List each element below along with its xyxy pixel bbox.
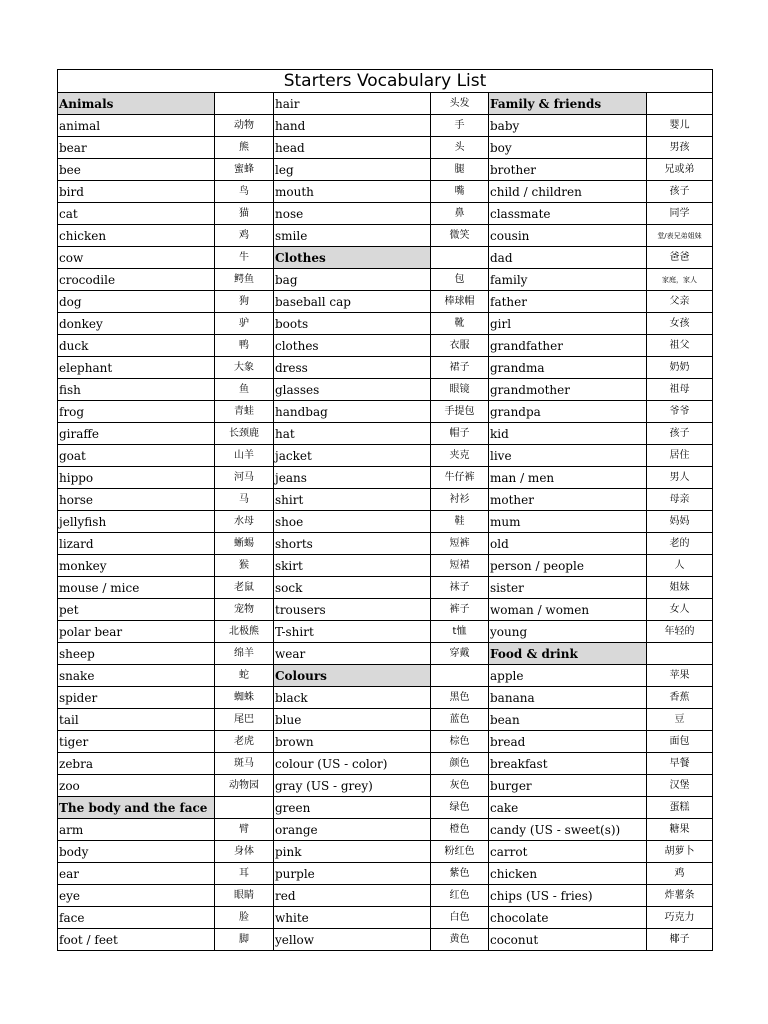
word-cell: kid: [489, 423, 647, 445]
word-cell: mouth: [274, 181, 431, 203]
word-cell: boots: [274, 313, 431, 335]
translation-cell: [431, 247, 489, 269]
word-cell: skirt: [274, 555, 431, 577]
translation-cell: 家庭，家人: [647, 269, 713, 291]
translation-cell: 微笑: [431, 225, 489, 247]
translation-cell: 孩子: [647, 423, 713, 445]
translation-cell: 男孩: [647, 137, 713, 159]
translation-cell: 嘴: [431, 181, 489, 203]
word-cell: apple: [489, 665, 647, 687]
translation-cell: 动物园: [215, 775, 274, 797]
translation-cell: 袜子: [431, 577, 489, 599]
word-cell: burger: [489, 775, 647, 797]
word-cell: pink: [274, 841, 431, 863]
translation-cell: 短裙: [431, 555, 489, 577]
translation-cell: [431, 665, 489, 687]
word-cell: boy: [489, 137, 647, 159]
translation-cell: 婴儿: [647, 115, 713, 137]
table-row: [58, 621, 713, 643]
translation-cell: 宠物: [215, 599, 274, 621]
table-row: [58, 863, 713, 885]
word-cell: bread: [489, 731, 647, 753]
word-cell: T-shirt: [274, 621, 431, 643]
word-cell: eye: [58, 885, 215, 907]
translation-cell: 猫: [215, 203, 274, 225]
translation-cell: 蜜蜂: [215, 159, 274, 181]
translation-cell: 人: [647, 555, 713, 577]
translation-cell: 头发: [431, 93, 489, 115]
translation-cell: 裙子: [431, 357, 489, 379]
word-cell: donkey: [58, 313, 215, 335]
translation-cell: 堂/表兄弟姐妹: [647, 225, 713, 247]
translation-cell: 裤子: [431, 599, 489, 621]
vocabulary-rows: [58, 93, 713, 951]
translation-cell: 夹克: [431, 445, 489, 467]
word-cell: bean: [489, 709, 647, 731]
table-row: [58, 159, 713, 181]
translation-cell: 祖母: [647, 379, 713, 401]
table-row: [58, 313, 713, 335]
word-cell: green: [274, 797, 431, 819]
word-cell: zoo: [58, 775, 215, 797]
word-cell: bag: [274, 269, 431, 291]
word-cell: purple: [274, 863, 431, 885]
word-cell: goat: [58, 445, 215, 467]
translation-cell: 父亲: [647, 291, 713, 313]
word-cell: bear: [58, 137, 215, 159]
translation-cell: 豆: [647, 709, 713, 731]
table-row: [58, 907, 713, 929]
word-cell: sheep: [58, 643, 215, 665]
word-cell: elephant: [58, 357, 215, 379]
translation-cell: 居住: [647, 445, 713, 467]
vocabulary-table: [57, 69, 713, 951]
translation-cell: 腿: [431, 159, 489, 181]
word-cell: man / men: [489, 467, 647, 489]
word-cell: live: [489, 445, 647, 467]
word-cell: grandfather: [489, 335, 647, 357]
translation-cell: 爸爸: [647, 247, 713, 269]
table-row: [58, 357, 713, 379]
translation-cell: 臂: [215, 819, 274, 841]
word-cell: face: [58, 907, 215, 929]
translation-cell: [647, 643, 713, 665]
translation-cell: 猴: [215, 555, 274, 577]
translation-cell: 紫色: [431, 863, 489, 885]
word-cell: red: [274, 885, 431, 907]
word-cell: carrot: [489, 841, 647, 863]
translation-cell: 绿色: [431, 797, 489, 819]
word-cell: polar bear: [58, 621, 215, 643]
word-cell: old: [489, 533, 647, 555]
translation-cell: 鼻: [431, 203, 489, 225]
word-cell: cat: [58, 203, 215, 225]
translation-cell: 包: [431, 269, 489, 291]
table-row: [58, 819, 713, 841]
word-cell: baseball cap: [274, 291, 431, 313]
word-cell: wear: [274, 643, 431, 665]
translation-cell: 眼睛: [215, 885, 274, 907]
translation-cell: 棕色: [431, 731, 489, 753]
word-cell: duck: [58, 335, 215, 357]
table-row: [58, 687, 713, 709]
translation-cell: 祖父: [647, 335, 713, 357]
word-cell: family: [489, 269, 647, 291]
translation-cell: 动物: [215, 115, 274, 137]
word-cell: animal: [58, 115, 215, 137]
word-cell: hair: [274, 93, 431, 115]
word-cell: crocodile: [58, 269, 215, 291]
word-cell: jeans: [274, 467, 431, 489]
word-cell: hand: [274, 115, 431, 137]
word-cell: grandpa: [489, 401, 647, 423]
word-cell: head: [274, 137, 431, 159]
translation-cell: 黑色: [431, 687, 489, 709]
translation-cell: 帽子: [431, 423, 489, 445]
translation-cell: 汉堡: [647, 775, 713, 797]
table-row: [58, 269, 713, 291]
translation-cell: 身体: [215, 841, 274, 863]
word-cell: woman / women: [489, 599, 647, 621]
table-row: [58, 489, 713, 511]
word-cell: shoe: [274, 511, 431, 533]
word-cell: fish: [58, 379, 215, 401]
translation-cell: 手: [431, 115, 489, 137]
translation-cell: 水母: [215, 511, 274, 533]
title-row: [58, 70, 713, 93]
word-cell: snake: [58, 665, 215, 687]
word-cell: mother: [489, 489, 647, 511]
translation-cell: 脸: [215, 907, 274, 929]
word-cell: father: [489, 291, 647, 313]
translation-cell: 红色: [431, 885, 489, 907]
translation-cell: [215, 797, 274, 819]
translation-cell: 北极熊: [215, 621, 274, 643]
table-row: [58, 797, 713, 819]
table-row: [58, 885, 713, 907]
translation-cell: 鱼: [215, 379, 274, 401]
page-title: Starters Vocabulary List: [58, 70, 713, 93]
translation-cell: 耳: [215, 863, 274, 885]
translation-cell: 狗: [215, 291, 274, 313]
word-cell: hat: [274, 423, 431, 445]
translation-cell: 短裤: [431, 533, 489, 555]
table-row: [58, 423, 713, 445]
table-row: [58, 665, 713, 687]
table-row: [58, 335, 713, 357]
word-cell: monkey: [58, 555, 215, 577]
translation-cell: 女孩: [647, 313, 713, 335]
word-cell: jacket: [274, 445, 431, 467]
word-cell: breakfast: [489, 753, 647, 775]
translation-cell: 糖果: [647, 819, 713, 841]
translation-cell: 头: [431, 137, 489, 159]
word-cell: cow: [58, 247, 215, 269]
translation-cell: 鳄鱼: [215, 269, 274, 291]
word-cell: tail: [58, 709, 215, 731]
translation-cell: 黄色: [431, 929, 489, 951]
table-row: [58, 115, 713, 137]
table-row: [58, 599, 713, 621]
word-cell: sock: [274, 577, 431, 599]
translation-cell: 长颈鹿: [215, 423, 274, 445]
translation-cell: 女人: [647, 599, 713, 621]
translation-cell: 橙色: [431, 819, 489, 841]
table-row: [58, 709, 713, 731]
translation-cell: 牛仔裤: [431, 467, 489, 489]
section-heading: Clothes: [274, 247, 431, 269]
word-cell: mouse / mice: [58, 577, 215, 599]
word-cell: shorts: [274, 533, 431, 555]
word-cell: frog: [58, 401, 215, 423]
table-row: [58, 291, 713, 313]
translation-cell: [215, 93, 274, 115]
word-cell: colour (US - color): [274, 753, 431, 775]
word-cell: horse: [58, 489, 215, 511]
word-cell: person / people: [489, 555, 647, 577]
table-row: [58, 533, 713, 555]
translation-cell: 蜥蜴: [215, 533, 274, 555]
word-cell: grandma: [489, 357, 647, 379]
translation-cell: 香蕉: [647, 687, 713, 709]
translation-cell: 妈妈: [647, 511, 713, 533]
translation-cell: 脚: [215, 929, 274, 951]
table-row: [58, 401, 713, 423]
translation-cell: 鸭: [215, 335, 274, 357]
translation-cell: 手提包: [431, 401, 489, 423]
word-cell: young: [489, 621, 647, 643]
translation-cell: 斑马: [215, 753, 274, 775]
translation-cell: 胡萝卜: [647, 841, 713, 863]
translation-cell: 鸡: [647, 863, 713, 885]
word-cell: dad: [489, 247, 647, 269]
translation-cell: 奶奶: [647, 357, 713, 379]
word-cell: dog: [58, 291, 215, 313]
translation-cell: 尾巴: [215, 709, 274, 731]
section-heading: Family & friends: [489, 93, 647, 115]
translation-cell: 青蛙: [215, 401, 274, 423]
translation-cell: 老的: [647, 533, 713, 555]
translation-cell: 早餐: [647, 753, 713, 775]
word-cell: tiger: [58, 731, 215, 753]
translation-cell: 马: [215, 489, 274, 511]
word-cell: candy (US - sweet(s)): [489, 819, 647, 841]
word-cell: clothes: [274, 335, 431, 357]
word-cell: blue: [274, 709, 431, 731]
table-row: [58, 379, 713, 401]
table-row: [58, 225, 713, 247]
word-cell: nose: [274, 203, 431, 225]
word-cell: shirt: [274, 489, 431, 511]
word-cell: girl: [489, 313, 647, 335]
table-row: [58, 775, 713, 797]
word-cell: foot / feet: [58, 929, 215, 951]
word-cell: leg: [274, 159, 431, 181]
word-cell: chocolate: [489, 907, 647, 929]
translation-cell: 驴: [215, 313, 274, 335]
word-cell: giraffe: [58, 423, 215, 445]
section-heading: The body and the face: [58, 797, 215, 819]
table-row: [58, 93, 713, 115]
word-cell: black: [274, 687, 431, 709]
word-cell: cake: [489, 797, 647, 819]
word-cell: pet: [58, 599, 215, 621]
word-cell: sister: [489, 577, 647, 599]
word-cell: hippo: [58, 467, 215, 489]
word-cell: gray (US - grey): [274, 775, 431, 797]
word-cell: zebra: [58, 753, 215, 775]
word-cell: bird: [58, 181, 215, 203]
word-cell: chips (US - fries): [489, 885, 647, 907]
translation-cell: 棒球帽: [431, 291, 489, 313]
translation-cell: 兄或弟: [647, 159, 713, 181]
word-cell: yellow: [274, 929, 431, 951]
word-cell: orange: [274, 819, 431, 841]
word-cell: trousers: [274, 599, 431, 621]
translation-cell: 年轻的: [647, 621, 713, 643]
translation-cell: 椰子: [647, 929, 713, 951]
table-row: [58, 577, 713, 599]
translation-cell: [647, 93, 713, 115]
translation-cell: 熊: [215, 137, 274, 159]
table-row: [58, 467, 713, 489]
word-cell: glasses: [274, 379, 431, 401]
translation-cell: 鸟: [215, 181, 274, 203]
section-heading: Food & drink: [489, 643, 647, 665]
table-row: [58, 753, 713, 775]
word-cell: grandmother: [489, 379, 647, 401]
translation-cell: 面包: [647, 731, 713, 753]
table-row: [58, 643, 713, 665]
table-row: [58, 511, 713, 533]
word-cell: jellyfish: [58, 511, 215, 533]
translation-cell: 颜色: [431, 753, 489, 775]
word-cell: cousin: [489, 225, 647, 247]
translation-cell: 蓝色: [431, 709, 489, 731]
translation-cell: t恤: [431, 621, 489, 643]
translation-cell: 孩子: [647, 181, 713, 203]
word-cell: chicken: [489, 863, 647, 885]
translation-cell: 牛: [215, 247, 274, 269]
translation-cell: 靴: [431, 313, 489, 335]
table-row: [58, 137, 713, 159]
word-cell: child / children: [489, 181, 647, 203]
translation-cell: 衣服: [431, 335, 489, 357]
word-cell: dress: [274, 357, 431, 379]
translation-cell: 蜘蛛: [215, 687, 274, 709]
translation-cell: 绵羊: [215, 643, 274, 665]
translation-cell: 大象: [215, 357, 274, 379]
section-heading: Animals: [58, 93, 215, 115]
translation-cell: 母亲: [647, 489, 713, 511]
table-row: [58, 841, 713, 863]
word-cell: brown: [274, 731, 431, 753]
translation-cell: 姐妹: [647, 577, 713, 599]
translation-cell: 爷爷: [647, 401, 713, 423]
table-row: [58, 555, 713, 577]
word-cell: lizard: [58, 533, 215, 555]
table-row: [58, 929, 713, 951]
table-row: [58, 203, 713, 225]
translation-cell: 粉红色: [431, 841, 489, 863]
translation-cell: 同学: [647, 203, 713, 225]
word-cell: arm: [58, 819, 215, 841]
translation-cell: 炸薯条: [647, 885, 713, 907]
translation-cell: 穿戴: [431, 643, 489, 665]
translation-cell: 男人: [647, 467, 713, 489]
translation-cell: 蛋糕: [647, 797, 713, 819]
table-row: [58, 181, 713, 203]
word-cell: coconut: [489, 929, 647, 951]
translation-cell: 山羊: [215, 445, 274, 467]
word-cell: body: [58, 841, 215, 863]
translation-cell: 衬衫: [431, 489, 489, 511]
translation-cell: 灰色: [431, 775, 489, 797]
translation-cell: 老鼠: [215, 577, 274, 599]
word-cell: classmate: [489, 203, 647, 225]
table-row: [58, 247, 713, 269]
translation-cell: 蛇: [215, 665, 274, 687]
translation-cell: 白色: [431, 907, 489, 929]
translation-cell: 巧克力: [647, 907, 713, 929]
word-cell: baby: [489, 115, 647, 137]
translation-cell: 鞋: [431, 511, 489, 533]
word-cell: brother: [489, 159, 647, 181]
section-heading: Colours: [274, 665, 431, 687]
word-cell: spider: [58, 687, 215, 709]
word-cell: smile: [274, 225, 431, 247]
word-cell: handbag: [274, 401, 431, 423]
translation-cell: 眼镜: [431, 379, 489, 401]
word-cell: chicken: [58, 225, 215, 247]
table-row: [58, 445, 713, 467]
word-cell: mum: [489, 511, 647, 533]
word-cell: white: [274, 907, 431, 929]
translation-cell: 鸡: [215, 225, 274, 247]
word-cell: bee: [58, 159, 215, 181]
translation-cell: 河马: [215, 467, 274, 489]
translation-cell: 苹果: [647, 665, 713, 687]
word-cell: banana: [489, 687, 647, 709]
table-row: [58, 731, 713, 753]
translation-cell: 老虎: [215, 731, 274, 753]
word-cell: ear: [58, 863, 215, 885]
